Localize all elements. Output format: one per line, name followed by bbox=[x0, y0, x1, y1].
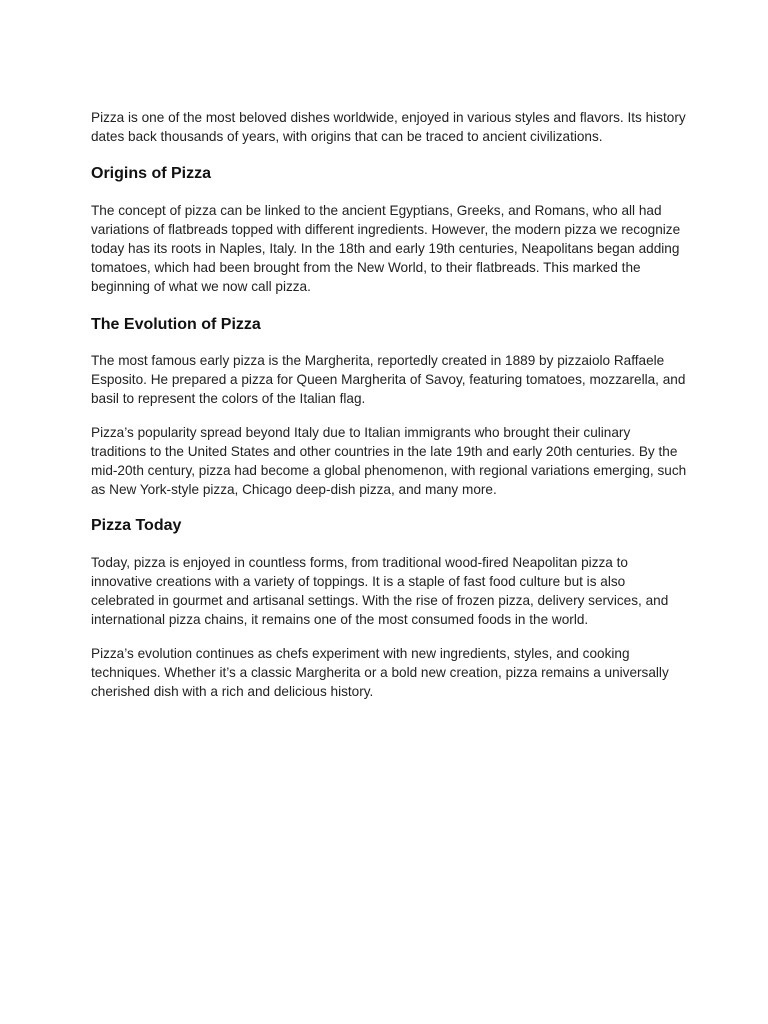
section-heading-evolution: The Evolution of Pizza bbox=[91, 316, 261, 333]
document-page bbox=[91, 108, 687, 701]
evolution-paragraph-1: The most famous early pizza is the Margherita, reportedly created in 1889 by pizzaiolo Raffaele Esposito. He prepared a pizza for Queen Margherita of Savoy, featuring tomatoes, mozzarella, and basil to represent the colors of the Italian flag. bbox=[91, 353, 686, 406]
section-heading-today: Pizza Today bbox=[91, 517, 182, 534]
section-heading-origins: Origins of Pizza bbox=[91, 165, 212, 182]
intro-paragraph: Pizza is one of the most beloved dishes worldwide, enjoyed in various styles and flavors. Its history dates back thousands of years, with origins that can be traced to ancient civilizations. bbox=[91, 110, 686, 144]
origins-paragraph: The concept of pizza can be linked to the ancient Egyptians, Greeks, and Romans, who all had variations of flatbreads topped with different ingredients. However, the modern pizza we recognize today has its roots in Naples, Italy. In the 18th and early 19th centuries, Neapolitans began adding tomatoes, which had been brought from the New World, to their flatbreads. This marked the beginning of what we now call pizza. bbox=[91, 203, 681, 294]
evolution-paragraph-2: Pizza’s popularity spread beyond Italy due to Italian immigrants who brought their culinary traditions to the United States and other countries in the late 19th and early 20th centuries. By the mid-20th century, pizza had become a global phenomenon, with regional variations emerging, such as New York-style pizza, Chicago deep-dish pizza, and many more. bbox=[91, 425, 687, 497]
today-paragraph-1: Today, pizza is enjoyed in countless forms, from traditional wood-fired Neapolitan pizza to innovative creations with a variety of toppings. It is a staple of fast food culture but is also celebrated in gourmet and artisanal settings. With the rise of frozen pizza, delivery services, and international pizza chains, it remains one of the most consumed foods in the world. bbox=[91, 555, 669, 627]
today-paragraph-2: Pizza’s evolution continues as chefs experiment with new ingredients, styles, and cooking techniques. Whether it’s a classic Margherita or a bold new creation, pizza remains a universally cherished dish with a rich and delicious history. bbox=[91, 646, 669, 699]
